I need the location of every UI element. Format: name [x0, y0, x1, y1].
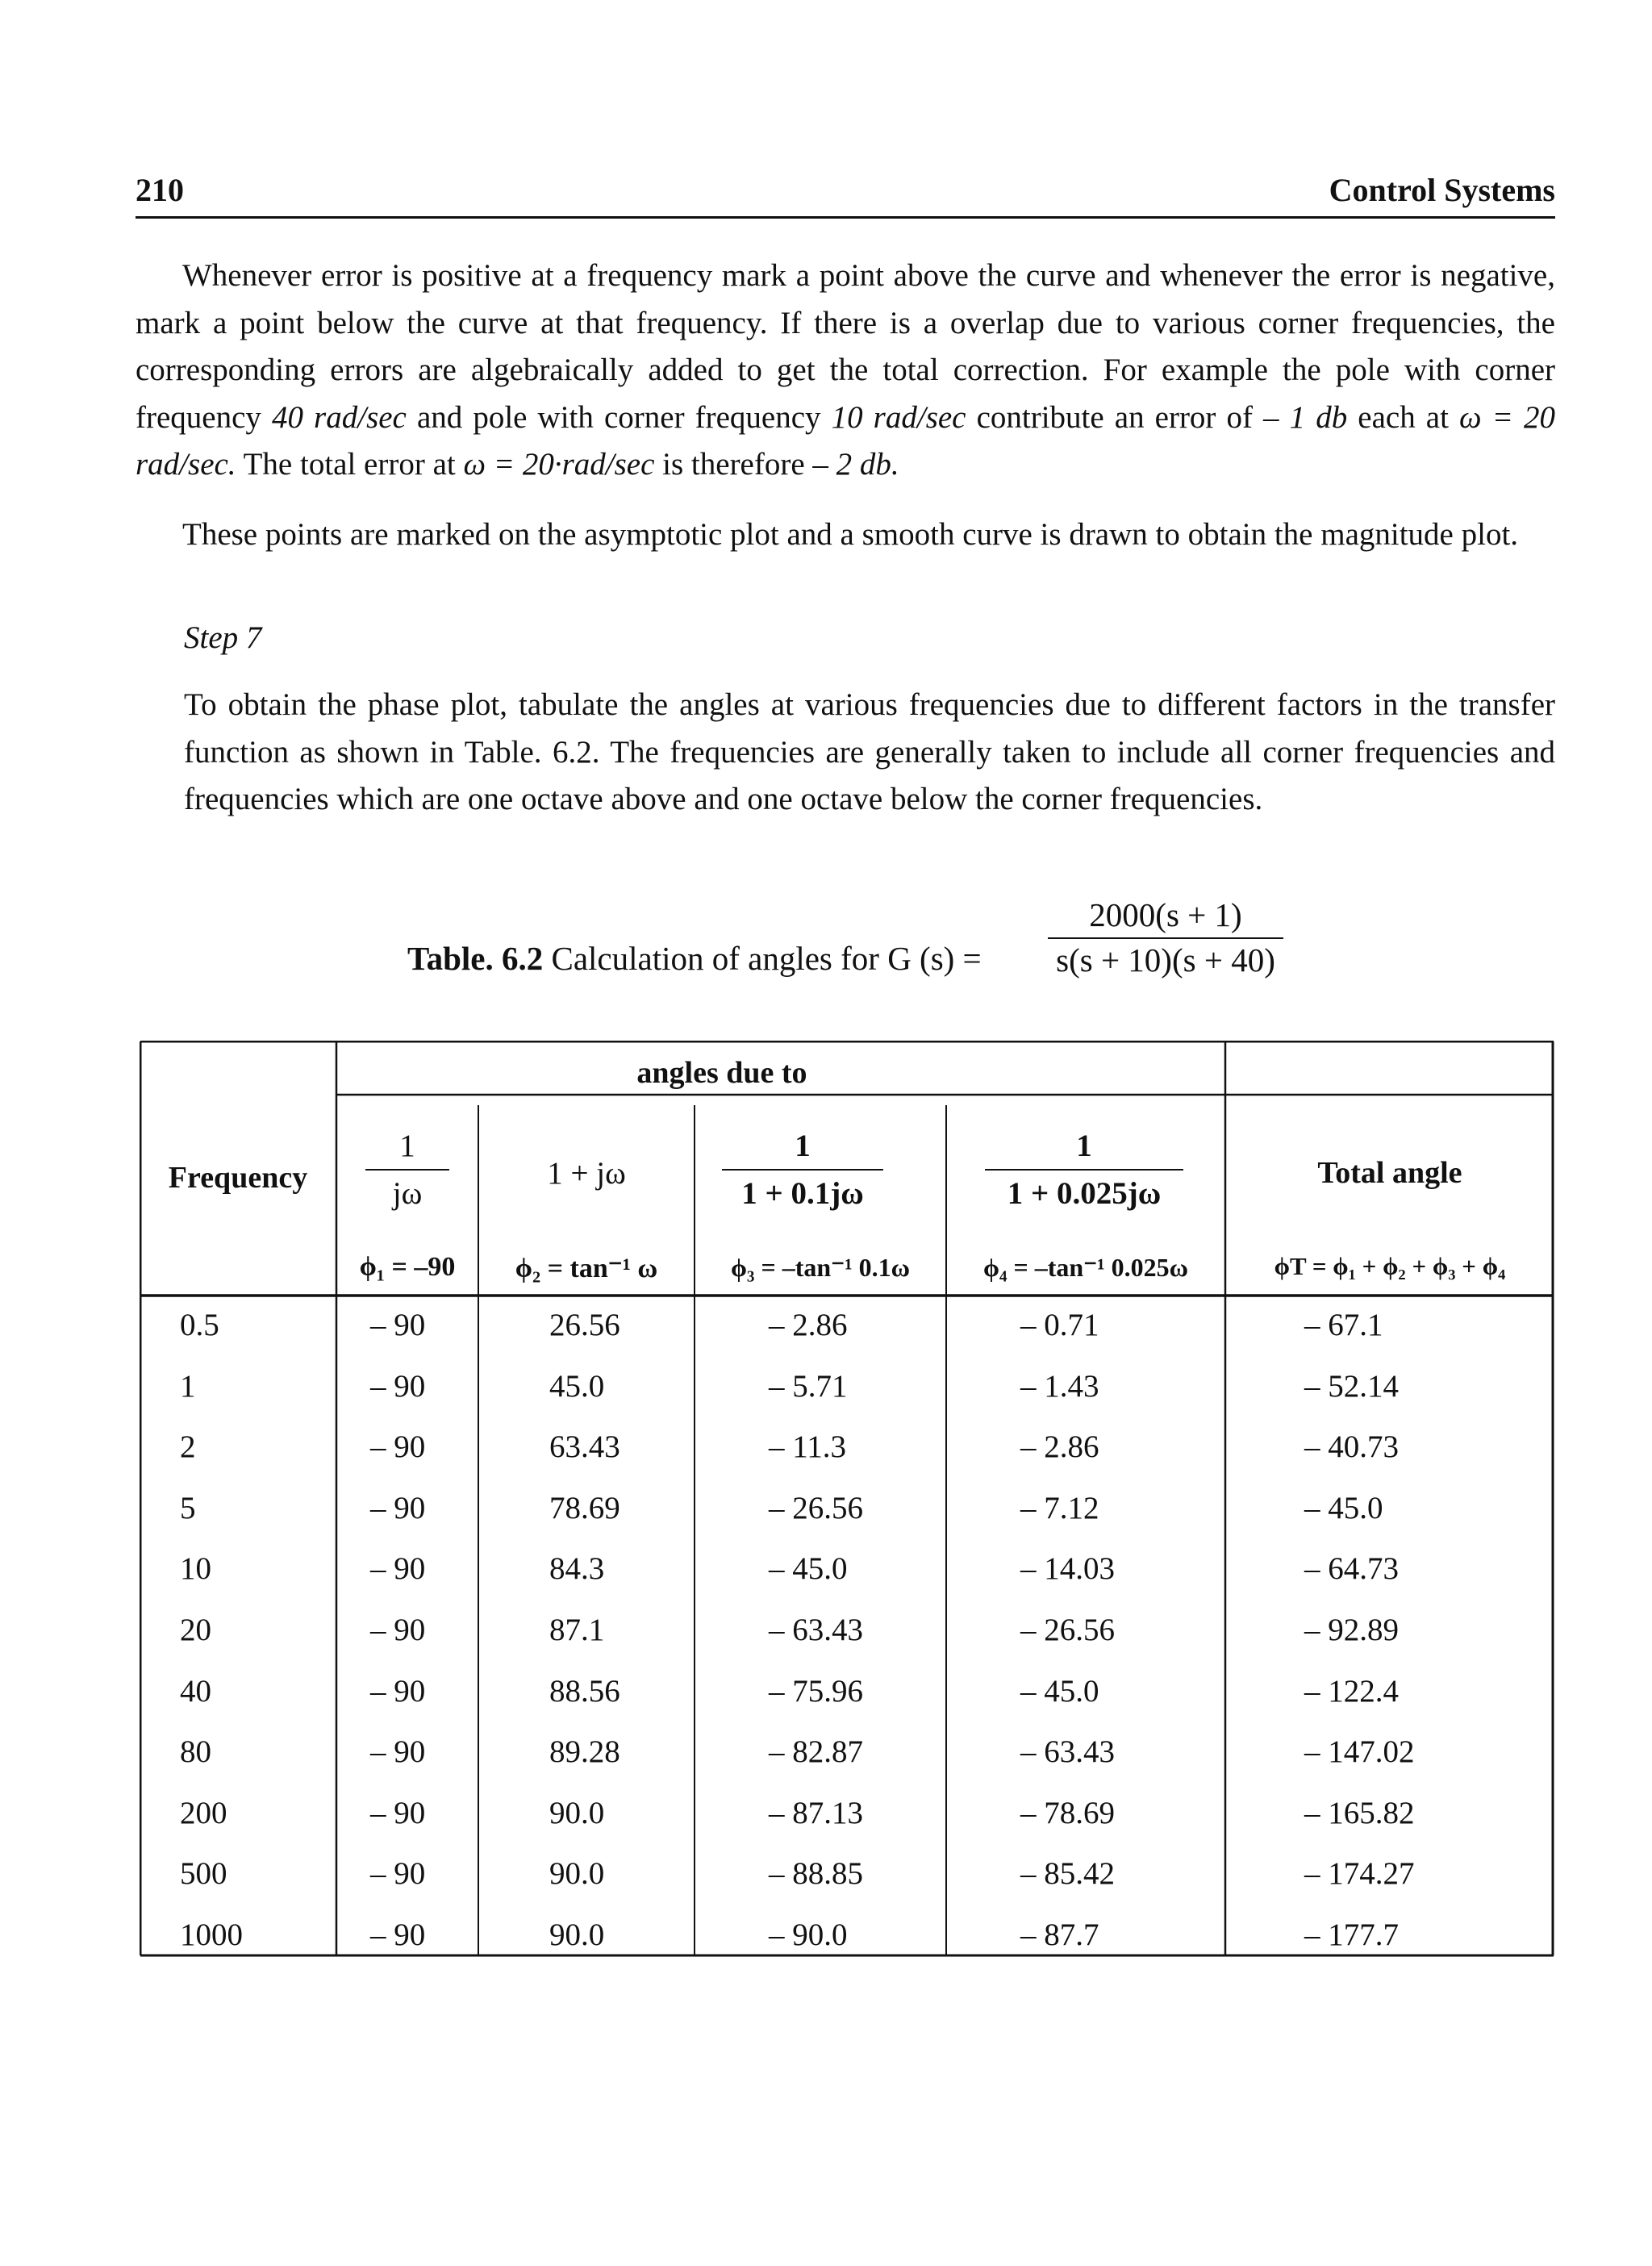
angle-cell: – 45.0 [769, 1551, 848, 1587]
factor-3-fraction: $\frac{1}{1 + 0.1j\omega}$ [722, 1128, 883, 1212]
angle-cell: – 90 [370, 1368, 426, 1404]
frequency-cell: 500 [180, 1856, 227, 1892]
angle-cell: – 78.69 [1020, 1795, 1115, 1830]
table-row [140, 1490, 1554, 1550]
factor-1-fraction: $\frac{1}{j\omega}$ [365, 1128, 449, 1212]
page-header [136, 171, 1555, 219]
angle-cell: – 14.03 [1020, 1551, 1115, 1587]
frequency-cell: 20 [180, 1613, 211, 1647]
caption-text: Calculation of angles for G (s) = [543, 940, 982, 977]
angle-cell: – 90 [370, 1795, 426, 1830]
angle-cell: – 90 [370, 1856, 426, 1892]
frequency-cell: 10 [180, 1551, 211, 1587]
angle-cell: – 45.0 [1020, 1673, 1099, 1709]
total-angle-cell: – 165.82 [1304, 1795, 1415, 1830]
table-row [140, 1307, 1554, 1367]
angles-table [140, 1041, 1554, 1957]
angle-cell: – 90 [370, 1490, 426, 1525]
angle-cell: – 26.56 [1020, 1613, 1115, 1647]
angle-cell: – 88.85 [769, 1856, 863, 1892]
frequency-cell: 1000 [180, 1918, 243, 1952]
angle-cell: – 7.12 [1020, 1490, 1099, 1525]
angle-cell: – 87.7 [1020, 1918, 1099, 1952]
phi-1-formula: ϕ₁ = –90 [359, 1252, 456, 1282]
angle-cell: – 90 [370, 1429, 426, 1465]
total-angle-cell: – 92.89 [1304, 1613, 1399, 1647]
tf-numerator: 2000(s + 1) [1048, 895, 1283, 939]
angle-cell: – 87.13 [769, 1795, 863, 1830]
table-row [140, 1795, 1554, 1855]
angle-cell: 84.3 [549, 1551, 605, 1587]
paragraph-phase-plot: To obtain the phase plot, tabulate the angles at various frequencies due to different factors in the transfer function as shown in Table. 6.2. The frequencies are generally taken to include all corner frequencies and frequencies which are one octave above and one octave below the corner frequencies. [184, 687, 1555, 816]
transfer-function-fraction [1048, 895, 1283, 979]
phi-3-formula: ϕ₃ = –tan⁻¹ 0.1ω [730, 1253, 911, 1282]
total-angle-cell: – 67.1 [1304, 1308, 1383, 1342]
frequency-cell: 1 [180, 1368, 196, 1404]
table-row [140, 1734, 1554, 1794]
total-angle-cell: – 52.14 [1304, 1368, 1399, 1404]
angle-cell: 90.0 [549, 1918, 605, 1952]
table-caption [407, 895, 1295, 1016]
paragraph-error-correction: Whenever error is positive at a frequency mark a point above the curve and whenever the error is negative, mark a point below the curve at that frequency. If there is a overlap due to various corner frequencies, the corresponding errors are algebraically added to get the total correction. For example the pole with corner frequency 40 rad/sec and pole with corner frequency 10 rad/sec contribute an error of – 1 db each at ω = 20 rad/sec. The total error at ω = 20·rad/sec is therefore – 2 db. [136, 258, 1556, 482]
table-row [140, 1612, 1554, 1672]
frequency-cell: 2 [180, 1429, 196, 1465]
angle-cell: – 82.87 [769, 1734, 863, 1770]
total-angle-cell: – 147.02 [1304, 1734, 1415, 1770]
angle-cell: 90.0 [549, 1795, 605, 1830]
total-angle-cell: – 64.73 [1304, 1551, 1399, 1587]
table-row [140, 1673, 1554, 1734]
frequency-cell: 5 [180, 1490, 196, 1525]
total-angle-cell: – 177.7 [1304, 1918, 1399, 1952]
page-number: 210 [136, 172, 184, 208]
total-angle-cell: – 122.4 [1304, 1673, 1399, 1709]
angle-cell: 78.69 [549, 1490, 620, 1525]
angle-cell: 89.28 [549, 1734, 620, 1770]
angle-cell: 26.56 [549, 1308, 620, 1342]
angle-cell: 87.1 [549, 1613, 605, 1647]
table-row [140, 1917, 1554, 1977]
col-header-total: Total angle [1317, 1156, 1462, 1190]
angle-cell: – 90 [370, 1734, 426, 1770]
total-angle-cell: – 40.73 [1304, 1429, 1399, 1465]
angle-cell: 63.43 [549, 1429, 620, 1465]
angle-cell: – 90 [370, 1551, 426, 1587]
frequency-cell: 80 [180, 1734, 211, 1770]
table-row [140, 1368, 1554, 1429]
running-title: Control Systems [1329, 172, 1555, 208]
table-label: Table. 6.2 [407, 940, 544, 977]
table-row [140, 1429, 1554, 1489]
phi-4-formula: ϕ₄ = –tan⁻¹ 0.025ω [982, 1253, 1189, 1282]
angle-cell: – 90 [370, 1918, 426, 1952]
angle-cell: – 90 [370, 1308, 426, 1342]
table-row [140, 1855, 1554, 1916]
angle-cell: – 90 [370, 1613, 426, 1647]
angle-cell: – 26.56 [769, 1490, 863, 1525]
tf-denominator: s(s + 10)(s + 40) [1056, 941, 1275, 979]
angle-cell: – 0.71 [1020, 1308, 1099, 1342]
factor-4-fraction: $\frac{1}{1 + 0.025j\omega}$ [985, 1128, 1183, 1212]
angle-cell: – 2.86 [769, 1308, 848, 1342]
total-angle-cell: – 45.0 [1304, 1490, 1383, 1525]
frequency-cell: 40 [180, 1673, 211, 1709]
angle-cell: – 2.86 [1020, 1429, 1099, 1465]
phi-total-formula: ϕT = ϕ₁ + ϕ₂ + ϕ₃ + ϕ₄ [1274, 1252, 1506, 1280]
angle-cell: – 11.3 [769, 1429, 847, 1465]
angle-cell: – 90 [370, 1673, 426, 1709]
paragraph-smooth-curve: These points are marked on the asymptotic plot and a smooth curve is drawn to obtain the magnitude plot. [182, 517, 1519, 552]
phi-2-formula: ϕ₂ = tan⁻¹ ω [515, 1254, 658, 1283]
angle-cell: – 85.42 [1020, 1856, 1115, 1892]
angle-cell: – 90.0 [769, 1918, 848, 1952]
angle-cell: 88.56 [549, 1673, 620, 1709]
col-header-frequency: Frequency [168, 1161, 308, 1195]
angle-cell: – 5.71 [769, 1368, 848, 1404]
angle-cell: 45.0 [549, 1368, 605, 1404]
factor-2-expression: 1 + jω [547, 1156, 626, 1191]
frequency-cell: 0.5 [180, 1308, 219, 1342]
total-angle-cell: – 174.27 [1304, 1856, 1415, 1892]
angle-cell: 90.0 [549, 1856, 605, 1892]
angle-cell: – 1.43 [1020, 1368, 1099, 1404]
step-label: Step 7 [184, 620, 262, 655]
table-row [140, 1550, 1554, 1611]
angle-cell: – 63.43 [769, 1613, 863, 1647]
angle-cell: – 63.43 [1020, 1734, 1115, 1770]
angle-cell: – 75.96 [769, 1673, 863, 1709]
frequency-cell: 200 [180, 1795, 227, 1830]
group-header-angles: angles due to [636, 1056, 807, 1090]
